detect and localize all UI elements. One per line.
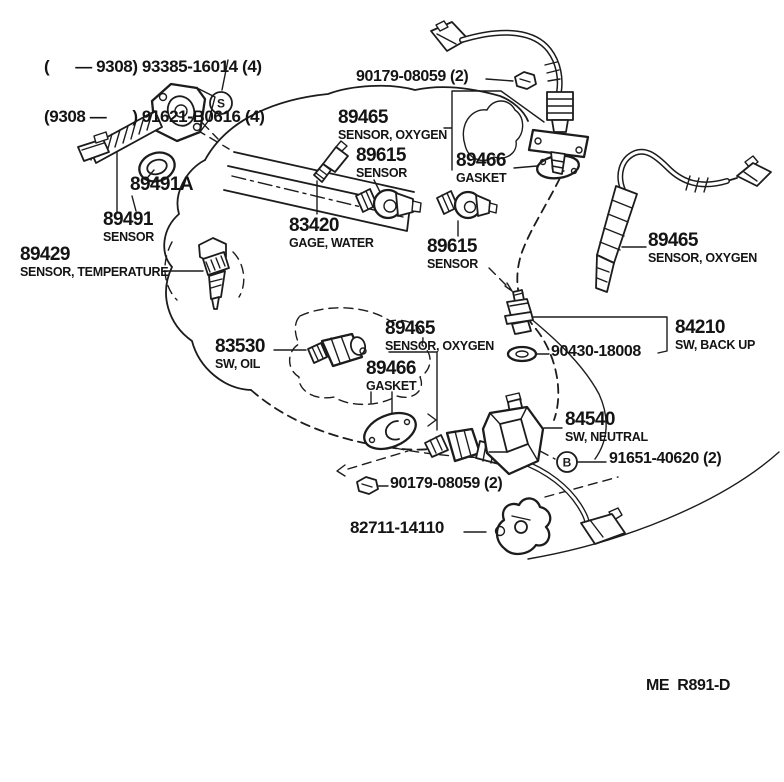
callout-sensor-89615-a: 89615 SENSOR <box>356 145 407 181</box>
oxygen-sensor-right-drawing <box>596 152 771 292</box>
callout-oil-switch: 83530 SW, OIL <box>215 336 265 372</box>
callout-neutral-switch: 84540 SW, NEUTRAL <box>565 409 648 445</box>
callout-screw: 91651-40620 (2) <box>609 450 722 467</box>
symbol-b-letter: B <box>562 455 572 470</box>
washer-drawing <box>508 347 536 361</box>
callout-nut-bottom: 90179-08059 (2) <box>390 475 503 492</box>
callout-oxygen-mid: 89465 SENSOR, OXYGEN <box>385 318 495 354</box>
callout-sensor-89615-b: 89615 SENSOR <box>427 236 478 272</box>
symbol-b <box>557 452 577 472</box>
symbol-s-letter: S <box>216 96 226 111</box>
callout-header <box>44 25 264 141</box>
callout-nut-top: 90179-08059 (2) <box>356 68 469 85</box>
callout-temp-sensor: 89429 SENSOR, TEMPERATURE <box>20 244 169 280</box>
callout-seal-89491a: 89491A <box>130 174 193 195</box>
clamp-82711-drawing <box>496 498 551 554</box>
temp-sensor-89429-drawing <box>199 238 229 309</box>
callout-water-gage: 83420 GAGE, WATER <box>289 215 374 251</box>
header-line1: ( — 9308) 93385-16014 (4) <box>44 56 262 76</box>
callout-sensor-89491: 89491 SENSOR <box>103 209 154 245</box>
sensor-89615-b-drawing <box>437 191 497 218</box>
nut-top-drawing <box>515 72 536 89</box>
backup-switch-84210-drawing <box>505 290 536 361</box>
nut-bottom-drawing <box>357 477 378 494</box>
callout-oxygen-right: 89465 SENSOR, OXYGEN <box>648 230 758 266</box>
ref-code: ME R891-D <box>646 676 731 694</box>
callout-clamp: 82711-14110 <box>350 518 444 537</box>
callout-gasket-b: 89466 GASKET <box>366 358 417 394</box>
callout-backup-switch: 84210 SW, BACK UP <box>675 317 756 353</box>
gasket-mid-drawing <box>359 406 421 456</box>
sensor-89615-a-drawing <box>356 189 421 218</box>
callout-gasket-a: 89466 GASKET <box>456 150 507 186</box>
callout-oxygen-top: 89465 SENSOR, OXYGEN <box>338 107 448 143</box>
header-line2: (9308 — ) 91621-B0616 (4) <box>44 106 265 126</box>
callout-washer: 90430-18008 <box>551 343 641 360</box>
oil-switch-83530-drawing <box>308 334 367 366</box>
